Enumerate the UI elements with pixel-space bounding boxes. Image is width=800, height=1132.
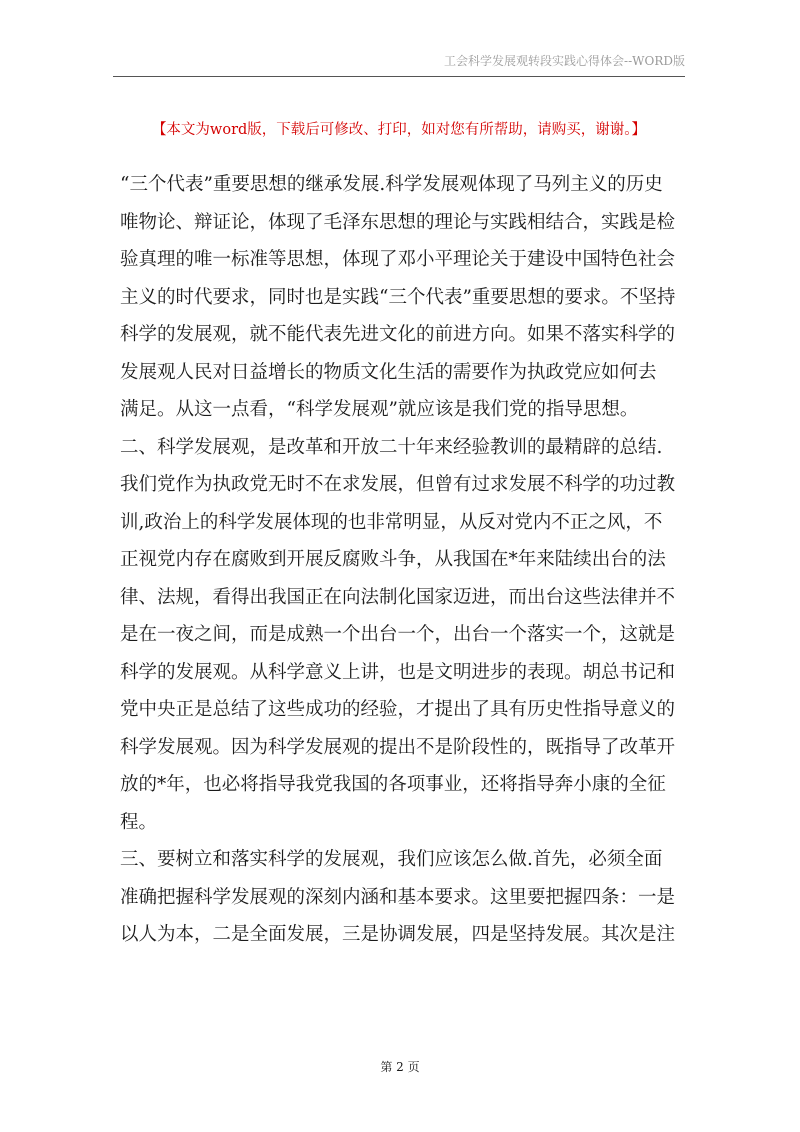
body-line: 三、要树立和落实科学的发展观，我们应该怎么做.首先，必须全面 (120, 849, 663, 870)
body-line: 满足。从这一点看，“科学发展观”就应该是我们党的指导思想。 (120, 399, 639, 420)
body-line: 以人为本，二是全面发展，三是协调发展，四是坚持发展。其次是注 (120, 924, 676, 945)
body-text (120, 166, 685, 954)
body-line: 科学的发展观，就不能代表先进文化的前进方向。如果不落实科学的 (120, 324, 676, 345)
body-line: 我们党作为执政党无时不在求发展，但曾有过求发展不科学的功过教 (120, 474, 676, 495)
body-line: 发展观人民对日益增长的物质文化生活的需要作为执政党应如何去 (120, 361, 657, 383)
body-line: 放的*年，也必将指导我党我国的各项事业，还将指导奔小康的全征 (120, 774, 666, 795)
body-line: 程。 (120, 811, 158, 833)
body-line: 主义的时代要求，同时也是实践“三个代表”重要思想的要求。不坚持 (120, 286, 676, 308)
body-line: 二、科学发展观，是改革和开放二十年来经验教训的最精辟的总结. (120, 436, 663, 458)
page-number: 第 2 页 (380, 1060, 420, 1074)
body-line: 是在一夜之间，而是成熟一个出台一个，出台一个落实一个，这就是 (120, 624, 676, 645)
body-line: 科学的发展观。从科学意义上讲，也是文明进步的表现。胡总书记和 (120, 661, 676, 683)
body-line: 正视党内存在腐败到开展反腐败斗争，从我国在*年来陆续出台的法 (120, 549, 666, 570)
page-header (113, 52, 685, 77)
body-line: 唯物论、辩证论，体现了毛泽东思想的理论与实践相结合，实践是检 (120, 211, 676, 233)
body-line: 验真理的唯一标准等思想，体现了邓小平理论关于建设中国特色社会 (120, 249, 676, 270)
body-line: 准确把握科学发展观的深刻内涵和基本要求。这里要把握四条：一是 (120, 886, 676, 908)
header-title: 工会科学发展观转段实践心得体会--WORD版 (444, 54, 685, 68)
body-line: 党中央正是总结了这些成功的经验，才提出了具有历史性指导意义的 (120, 699, 676, 720)
body-line: 律、法规，看得出我国正在向法制化国家迈进，而出台这些法律并不 (120, 586, 676, 608)
purchase-notice: 【本文为word版，下载后可修改、打印，如对您有所帮助，请购买，谢谢。】 (151, 122, 647, 138)
body-line: 科学发展观。因为科学发展观的提出不是阶段性的，既指导了改革开 (120, 736, 676, 758)
body-line: 训,政治上的科学发展体现的也非常明显，从反对党内不正之风，不 (120, 511, 663, 533)
body-line: “三个代表”重要思想的继承发展.科学发展观体现了马列主义的历史 (120, 174, 663, 195)
